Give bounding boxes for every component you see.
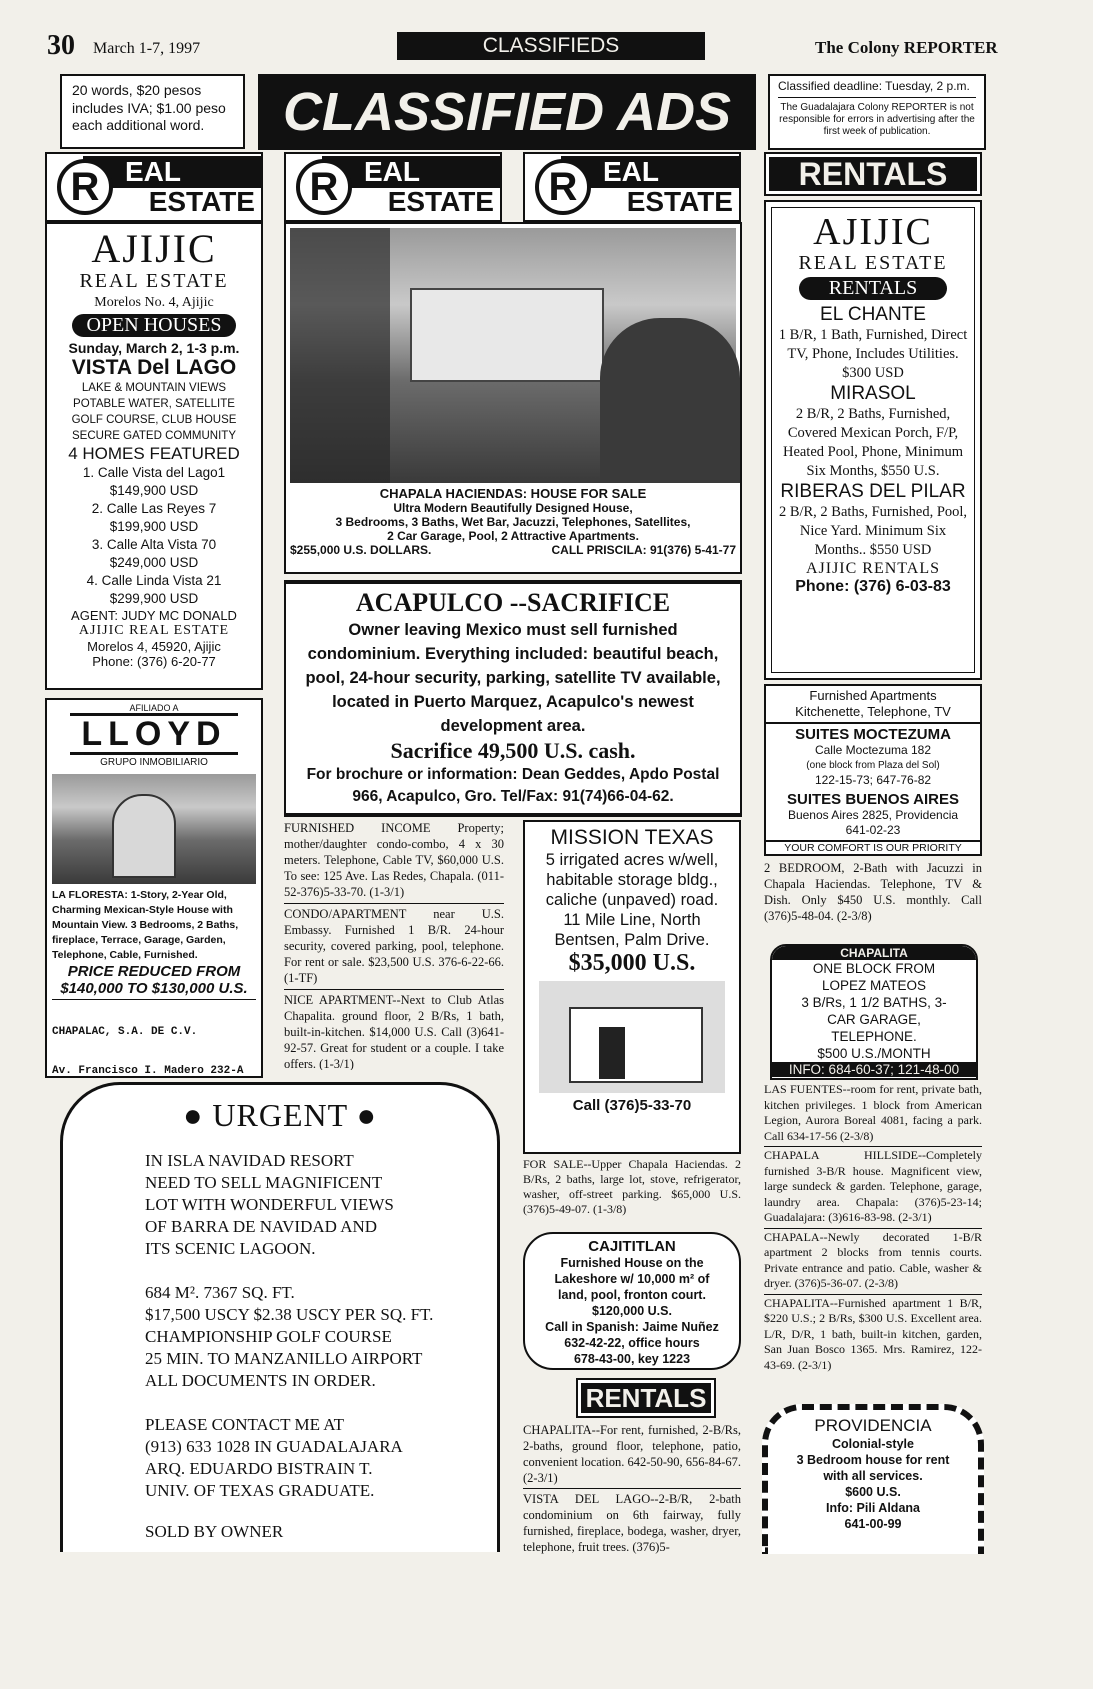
cajititlan-line: Lakeshore w/ 10,000 m² of [554,1272,710,1286]
page-title: CLASSIFIED ADS [258,74,756,150]
bedroom-line-ad: 2 BEDROOM, 2-Bath with Jacuzzi in Chapala Haciendas. Telephone, TV & Dish. Only $450 U.S. monthly. Call (376)5-48-04. (2-3/8) [764,861,982,923]
line-ad: CHAPALITA--Furnished apartment 1 B/R, $220 U.S.; 2 B/Rs, $300 U.S. Excellent area. L/R, D/R, 1 bath, built-in kitchen, garden, San Juan Bosco 1365. Mrs. Ramirez, 122-43-69. (2-3/1) [764,1295,982,1372]
suites-intro: Kitchenette, Telephone, TV [795,704,951,719]
rentals-badge: RENTALS [799,277,947,300]
ajijic-footer-logo: AJIJIC REAL ESTATE [78,623,230,638]
urgent-line: 684 M². 7367 SQ. FT. [145,1283,295,1302]
section-label: CLASSIFIEDS [397,32,705,60]
lloyd-ad [45,698,263,1078]
rentals-header-label: RENTALS [581,1383,711,1413]
open-house-date: Sunday, March 2, 1-3 p.m. [68,340,240,356]
price-change: $140,000 TO $130,000 U.S. [60,980,248,997]
chapalita-title: CHAPALITA [772,946,976,960]
acapulco-headline: ACAPULCO --SACRIFICE [355,588,671,617]
ajijic-footer-logo: AJIJIC RENTALS [805,560,941,577]
home-line: 1. Calle Vista del Lago1 [82,465,226,480]
development-name: VISTA Del LAGO [71,356,237,379]
office-line: Av. Francisco I. Madero 232-A [52,1065,244,1077]
chapala-haciendas-ad [284,222,742,574]
ajijic-logo-sub: REAL ESTATE [798,252,948,274]
mission-line: 11 Mile Line, North [563,911,701,929]
mission-line: habitable storage bldg., [546,871,718,889]
chapala-line: 2 Car Garage, Pool, 2 Attractive Apartments. [387,529,639,543]
ajijic-address: Morelos No. 4, Ajijic [94,295,214,310]
r-logo-icon: R [57,159,113,215]
sold-by-owner: SOLD BY OWNER [145,1522,284,1541]
real-estate-header [45,152,263,222]
chapalita-ad [770,944,978,1080]
providencia-line: with all services. [823,1469,923,1483]
urgent-line: 25 MIN. TO MANZANILLO AIRPORT [145,1349,423,1368]
suites-ad [764,684,982,856]
listing-name: MIRASOL [830,383,916,404]
ajijic-logo: AJIJIC [91,226,217,271]
rentals-header [764,152,982,196]
home-line: 4. Calle Linda Vista 21 [86,573,222,588]
urgent-line: UNIV. OF TEXAS GRADUATE. [145,1481,375,1500]
providencia-title: PROVIDENCIA [814,1416,932,1435]
home-line: 2. Calle Las Reyes 7 [91,501,217,516]
providencia-line: $600 U.S. [845,1485,901,1499]
chapala-line: Ultra Modern Beautifully Designed House, [393,501,633,515]
deadline-text: Classified deadline: Tuesday, 2 p.m. [778,79,970,93]
suites-address: Buenos Aires 2825, Providencia [787,808,959,822]
rentals-header-small [576,1378,716,1418]
acapulco-contact: For brochure or information: Dean Geddes, Apdo Postal 966, Acapulco, Gro. Tel/Fax: 91(74)66-04-62. [306,766,720,805]
r-logo-icon: R [296,159,352,215]
line-ads-right [764,1082,982,1392]
urgent-line: (913) 633 1028 IN GUADALAJARA [145,1437,403,1456]
rentals-header-label: RENTALS [769,157,977,191]
line-ad: VISTA DEL LAGO--2-B/R, 2-bath condominium on 6th fairway, fully furnished, fireplace, bodega, washer, dryer, telephone, fruit trees. (376)5- [523,1488,741,1555]
chapala-headline: CHAPALA HACIENDAS: HOUSE FOR SALE [379,486,647,501]
acapulco-ad [284,580,742,817]
for-sale-ad: FOR SALE--Upper Chapala Haciendas. 2 B/Rs, 2 baths, large lot, stove, refrigerator, washer, off-street parking. $65,000 U.S. (376)5-49-07. (1-3/8) [523,1157,741,1216]
header-word: EAL [83,156,261,188]
suites-address: (one block from Plaza del Sol) [806,760,940,771]
homes-featured: 4 HOMES FEATURED [68,444,240,463]
ajijic-logo: AJIJIC [813,211,933,253]
urgent-line: ITS SCENIC LAGOON. [145,1239,316,1258]
home-price: $199,900 USD [109,519,199,534]
urgent-line: CHAMPIONSHIP GOLF COURSE [145,1327,392,1346]
providencia-ad [762,1404,984,1554]
disclaimer-text: The Guadalajara Colony REPORTER is not responsible for errors in advertising after the first week of publication. [779,102,975,137]
affiliate-label: AFILIADO A [129,703,179,713]
cajititlan-title: CAJITITLAN [588,1238,676,1255]
house-photo [290,228,736,483]
header-word: ESTATE [148,186,255,217]
urgent-title [89,1097,471,1134]
cajititlan-line: land, pool, fronton court. [558,1288,706,1302]
urgent-line: ARQ. EDUARDO BISTRAIN T. [145,1459,373,1478]
mission-line: caliche (unpaved) road. [545,891,719,909]
chapala-call: CALL PRISCILA: 91(376) 5-41-77 [551,543,736,557]
suites-name: SUITES BUENOS AIRES [787,791,959,808]
cajititlan-line: $120,000 U.S. [592,1304,672,1318]
ajijic-phone: Phone: (376) 6-03-83 [795,578,951,595]
chapalita-price: $500 U.S./MONTH [817,1046,931,1061]
header-word: ESTATE [626,186,733,217]
suites-intro: Furnished Apartments [809,688,937,703]
line-ad: CHAPALA--Newly decorated 1-B/R apartment 2 blocks from tennis courts. Private entrance and patio. Cable, washer & dryer. (376)5-36-07. (2-3/8) [764,1229,982,1290]
issue-date: March 1-7, 1997 [93,40,201,57]
cajititlan-line: Call in Spanish: Jaime Nuñez [545,1320,719,1334]
line-ad: FURNISHED INCOME Property; mother/daughter condo-combo, 4 x 30 meters. Telephone, Cable TV, $60,000 U.S. To see: 125 Ave. Las Redes, Chapala. (011-52-376)5-33-70. (1-3/1) [284,821,504,899]
line-ad: CONDO/APARTMENT near U.S. Embassy. Furnished 1 B/R. 24-hour security, covered parking, pool, telephone. For rent or sale. $23,500 U.S. 376-6-22-66. (1-TF) [284,903,504,986]
feature-line: GOLF COURSE, CLUB HOUSE [71,414,237,426]
pricing-box [60,74,245,149]
line-ad: CHAPALITA--For rent, furnished, 2-B/Rs, 2-baths, ground floor, telephone, patio, convenient location. 642-50-90, 656-84-67. (2-3/1) [523,1423,741,1485]
listing-text: 2 B/R, 2 Baths, Furnished, Covered Mexican Porch, F/P, Heated Pool, Phone, Minimum Six Months, $550 U.S. [782,406,964,479]
urgent-line: OF BARRA DE NAVIDAD AND [145,1217,378,1236]
urgent-line: LOT WITH WONDERFUL VIEWS [145,1195,394,1214]
suites-address: 641-02-23 [845,823,901,837]
feature-line: SECURE GATED COMMUNITY [72,430,236,442]
mission-line: 5 irrigated acres w/well, [545,851,719,869]
lloyd-logo: LLOYD [70,713,238,755]
home-price: $299,900 USD [109,591,199,606]
header-word: EAL [322,156,500,188]
header-word: EAL [561,156,739,188]
listing-text: 1 B/R, 1 Bath, Furnished, Direct TV, Phone, Includes Utilities. $300 USD [778,327,968,381]
ajijic-open-houses-ad [45,222,263,690]
mission-title: MISSION TEXAS [550,826,714,849]
mission-texas-ad [523,820,741,1154]
urgent-line: IN ISLA NAVIDAD RESORT [145,1151,354,1170]
providencia-line: Colonial-style [832,1437,914,1451]
feature-line: POTABLE WATER, SATELLITE [73,398,235,410]
bullet-icon: ● [347,1097,377,1133]
cajititlan-line: 632-42-22, office hours [564,1336,700,1350]
chapalita-line: TELEPHONE. [831,1029,917,1044]
deadline-box [768,74,986,150]
listing-name: RIBERAS DEL PILAR [780,481,966,502]
office-line: CHAPALAC, S.A. DE C.V. [52,1026,198,1038]
paper-name: The Colony REPORTER [815,38,998,57]
cajititlan-line: Furnished House on the [560,1256,704,1270]
suites-name: SUITES MOCTEZUMA [795,726,951,743]
home-line: 3. Calle Alta Vista 70 [91,537,217,552]
providencia-line: 641-00-99 [844,1517,902,1531]
lloyd-group: GRUPO INMOBILIARIO [100,757,208,768]
line-ads-middle [284,820,504,1070]
agent-name: AGENT: JUDY MC DONALD [71,608,237,623]
r-logo-icon: R [535,159,591,215]
providencia-line: Info: Pili Aldana [826,1501,920,1515]
acapulco-price: Sacrifice 49,500 U.S. cash. [390,738,636,763]
rental-line-ads [523,1422,741,1572]
page-number: 30 [47,30,75,61]
acapulco-body: Owner leaving Mexico must sell furnished condominium. Everything included: beautiful beach, pool, 24-hour security, parking, satellite TV available, located in Puerto Marquez, Acapulco's newest development area. [305,621,721,735]
urgent-line: ALL DOCUMENTS IN ORDER. [145,1371,376,1390]
price-note: PRICE REDUCED FROM [67,963,241,980]
urgent-title-text: URGENT [212,1097,348,1133]
line-ad: CHAPALA HILLSIDE--Completely furnished 3-B/R house. Magnificent view, large sundeck & garden. Telephone, garage, laundry area. Chapala: (376)5-23-14; Guadalajara: (3)616-83-98. (2-3/1) [764,1148,982,1224]
real-estate-header [284,152,502,222]
chapala-line: 3 Bedrooms, 3 Baths, Wet Bar, Jacuzzi, Telephones, Satellites, [335,515,691,529]
urgent-ad [60,1082,500,1552]
ajijic-logo-sub: REAL ESTATE [79,270,229,292]
listing-text: 2 B/R, 2 Baths, Furnished, Pool, Nice Yard. Minimum Six Months.. $550 USD [778,504,968,558]
home-price: $149,900 USD [109,483,199,498]
pricing-line: 20 words, $20 pesos [72,82,202,98]
house-photo [52,774,256,884]
masthead [45,30,1035,66]
chapala-price: $255,000 U.S. DOLLARS. [290,543,432,557]
ajijic-phone: Phone: (376) 6-20-77 [92,654,216,669]
line-ad: NICE APARTMENT--Next to Club Atlas Chapalita. ground floor, 2 B/Rs, 1 bath, built-in-kitchen. $14,000 U.S. Call (3)641-92-57. Great for student or a couple. I take offers. (1-3/1) [284,989,504,1070]
real-estate-header [523,152,741,222]
chapalita-line: 3 B/Rs, 1 1/2 BATHS, 3- [801,995,947,1010]
ajijic-rentals-ad [764,200,982,680]
header-word: ESTATE [387,186,494,217]
bullet-icon: ● [183,1097,213,1133]
pricing-line: each additional word. [72,117,205,133]
ajijic-footer-address: Morelos 4, 45920, Ajijic [87,639,221,654]
suites-address: Calle Moctezuma 182 [814,743,932,757]
chapalita-line: CAR GARAGE, [827,1012,921,1027]
urgent-line: $17,500 USCY $2.38 USCY PER SQ. FT. [145,1305,434,1324]
mission-price: $35,000 U.S. [568,950,696,976]
cajititlan-ad [523,1232,741,1370]
pricing-line: includes IVA; $1.00 peso [72,99,226,116]
feature-line: LAKE & MOUNTAIN VIEWS [81,382,227,394]
suites-tagline: YOUR COMFORT IS OUR PRIORITY [766,840,980,854]
chapalita-line: ONE BLOCK FROM [812,961,936,976]
mission-call: Call (376)5-33-70 [572,1097,692,1114]
suites-address: 122-15-73; 647-76-82 [814,773,932,787]
urgent-line: NEED TO SELL MAGNIFICENT [145,1173,383,1192]
providencia-line: 3 Bedroom house for rent [796,1453,950,1467]
property-photo [539,981,725,1093]
chapalita-info: INFO: 684-60-37; 121-48-00 [772,1062,976,1077]
line-ad: LAS FUENTES--room for rent, private bath, kitchen privileges. 1 block from American Legion, Aurora Boreal 4081, facing a park. Call 634-17-56 (2-3/8) [764,1082,982,1143]
open-houses-badge: OPEN HOUSES [72,314,235,337]
home-price: $249,000 USD [109,555,199,570]
listing-name: EL CHANTE [820,304,926,325]
lloyd-description: LA FLORESTA: 1-Story, 2-Year Old, Charming Mexican-Style House with Mountain View. 3 Bedrooms, 2 Baths, fireplace, Terrace, Garage, Garden, Telephone, Cable, Furnished. [52,889,239,961]
chapalita-line: LOPEZ MATEOS [821,978,927,993]
mission-line: Bentsen, Palm Drive. [554,931,710,949]
urgent-line: PLEASE CONTACT ME AT [145,1415,345,1434]
cajititlan-line: 678-43-00, key 1223 [573,1352,691,1366]
